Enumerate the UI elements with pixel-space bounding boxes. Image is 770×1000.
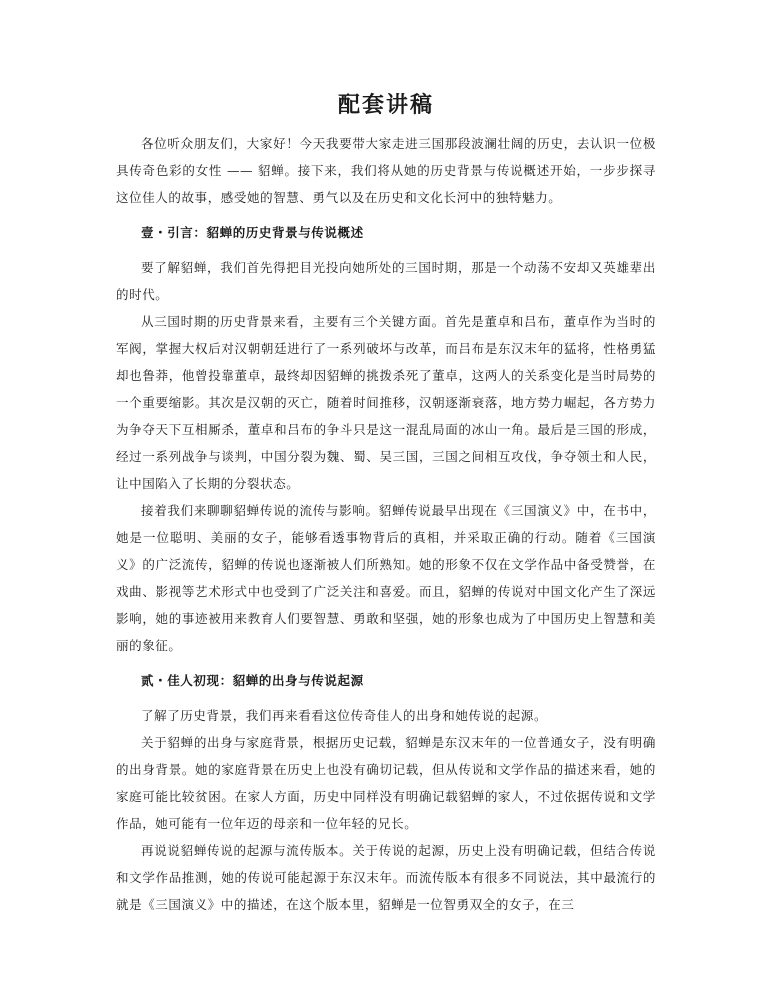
section1-paragraph-1: 要了解貂蝉，我们首先得把目光投向她所处的三国时期，那是一个动荡不安却又英雄辈出的时代。 bbox=[116, 260, 656, 302]
section-heading-2: 贰・佳人初现：貂蝉的出身与传说起源 bbox=[141, 673, 364, 688]
document-page bbox=[116, 88, 656, 918]
section1-paragraph-3: 接着我们来聊聊貂蝉传说的流传与影响。貂蝉传说最早出现在《三国演义》中，在书中，她是一位聪明、美丽的女子，能够看透事物背后的真相，并采取正确的行动。随着《三国演义》的广泛流传，貂蝉的传说也逐渐被人们所熟知。她的形象不仅在文学作品中备受赞誉，在戏曲、影视等艺术形式中也受到了广泛关注和喜爱。而且，貂蝉的传说对中国文化产生了深远影响，她的事迹被用来教育人们要智慧、勇敢和坚强，她的形象也成为了中国历史上智慧和美丽的象征。 bbox=[116, 503, 656, 653]
section-heading-1: 壹・引言：貂蝉的历史背景与传说概述 bbox=[141, 225, 364, 240]
page-title: 配套讲稿 bbox=[337, 92, 434, 118]
intro-paragraph: 各位听众朋友们，大家好！今天我要带大家走进三国那段波澜壮阔的历史，去认识一位极具传奇色彩的女性 —— 貂蝉。接下来，我们将从她的历史背景与传说概述开始，一步步探寻这位佳人的故事，感受她的智慧、勇气以及在历史和文化长河中的独特魅力。 bbox=[116, 136, 656, 205]
section1-paragraph-2: 从三国时期的历史背景来看，主要有三个关键方面。首先是董卓和吕布，董卓作为当时的军阀，掌握大权后对汉朝朝廷进行了一系列破坏与改革，而吕布是东汉末年的猛将，性格勇猛却也鲁莽，他曾投靠董卓，最终却因貂蝉的挑拨杀死了董卓，这两人的关系变化是当时局势的一个重要缩影。其次是汉朝的灭亡，随着时间推移，汉朝逐渐衰落，地方势力崛起，各方势力为争夺天下互相厮杀，董卓和吕布的争斗只是这一混乱局面的冰山一角。最后是三国的形成，经过一系列战争与谈判，中国分裂为魏、蜀、吴三国，三国之间相互攻伐，争夺领土和人民，让中国陷入了长期的分裂状态。 bbox=[116, 314, 656, 491]
section2-paragraph-1: 了解了历史背景，我们再来看看这位传奇佳人的出身和她传说的起源。 bbox=[141, 708, 548, 723]
section2-paragraph-3: 再说说貂蝉传说的起源与流传版本。关于传说的起源，历史上没有明确记载，但结合传说和文学作品推测，她的传说可能起源于东汉末年。而流传版本有很多不同说法，其中最流行的就是《三国演义》中的描述，在这个版本里，貂蝉是一位智勇双全的女子，在三 bbox=[116, 843, 656, 912]
section2-paragraph-2: 关于貂蝉的出身与家庭背景，根据历史记载，貂蝉是东汉末年的一位普通女子，没有明确的出身背景。她的家庭背景在历史上也没有确切记载，但从传说和文学作品的描述来看，她的家庭可能比较贫困。在家人方面，历史中同样没有明确记载貂蝉的家人，不过依据传说和文学作品，她可能有一位年迈的母亲和一位年轻的兄长。 bbox=[116, 735, 656, 831]
